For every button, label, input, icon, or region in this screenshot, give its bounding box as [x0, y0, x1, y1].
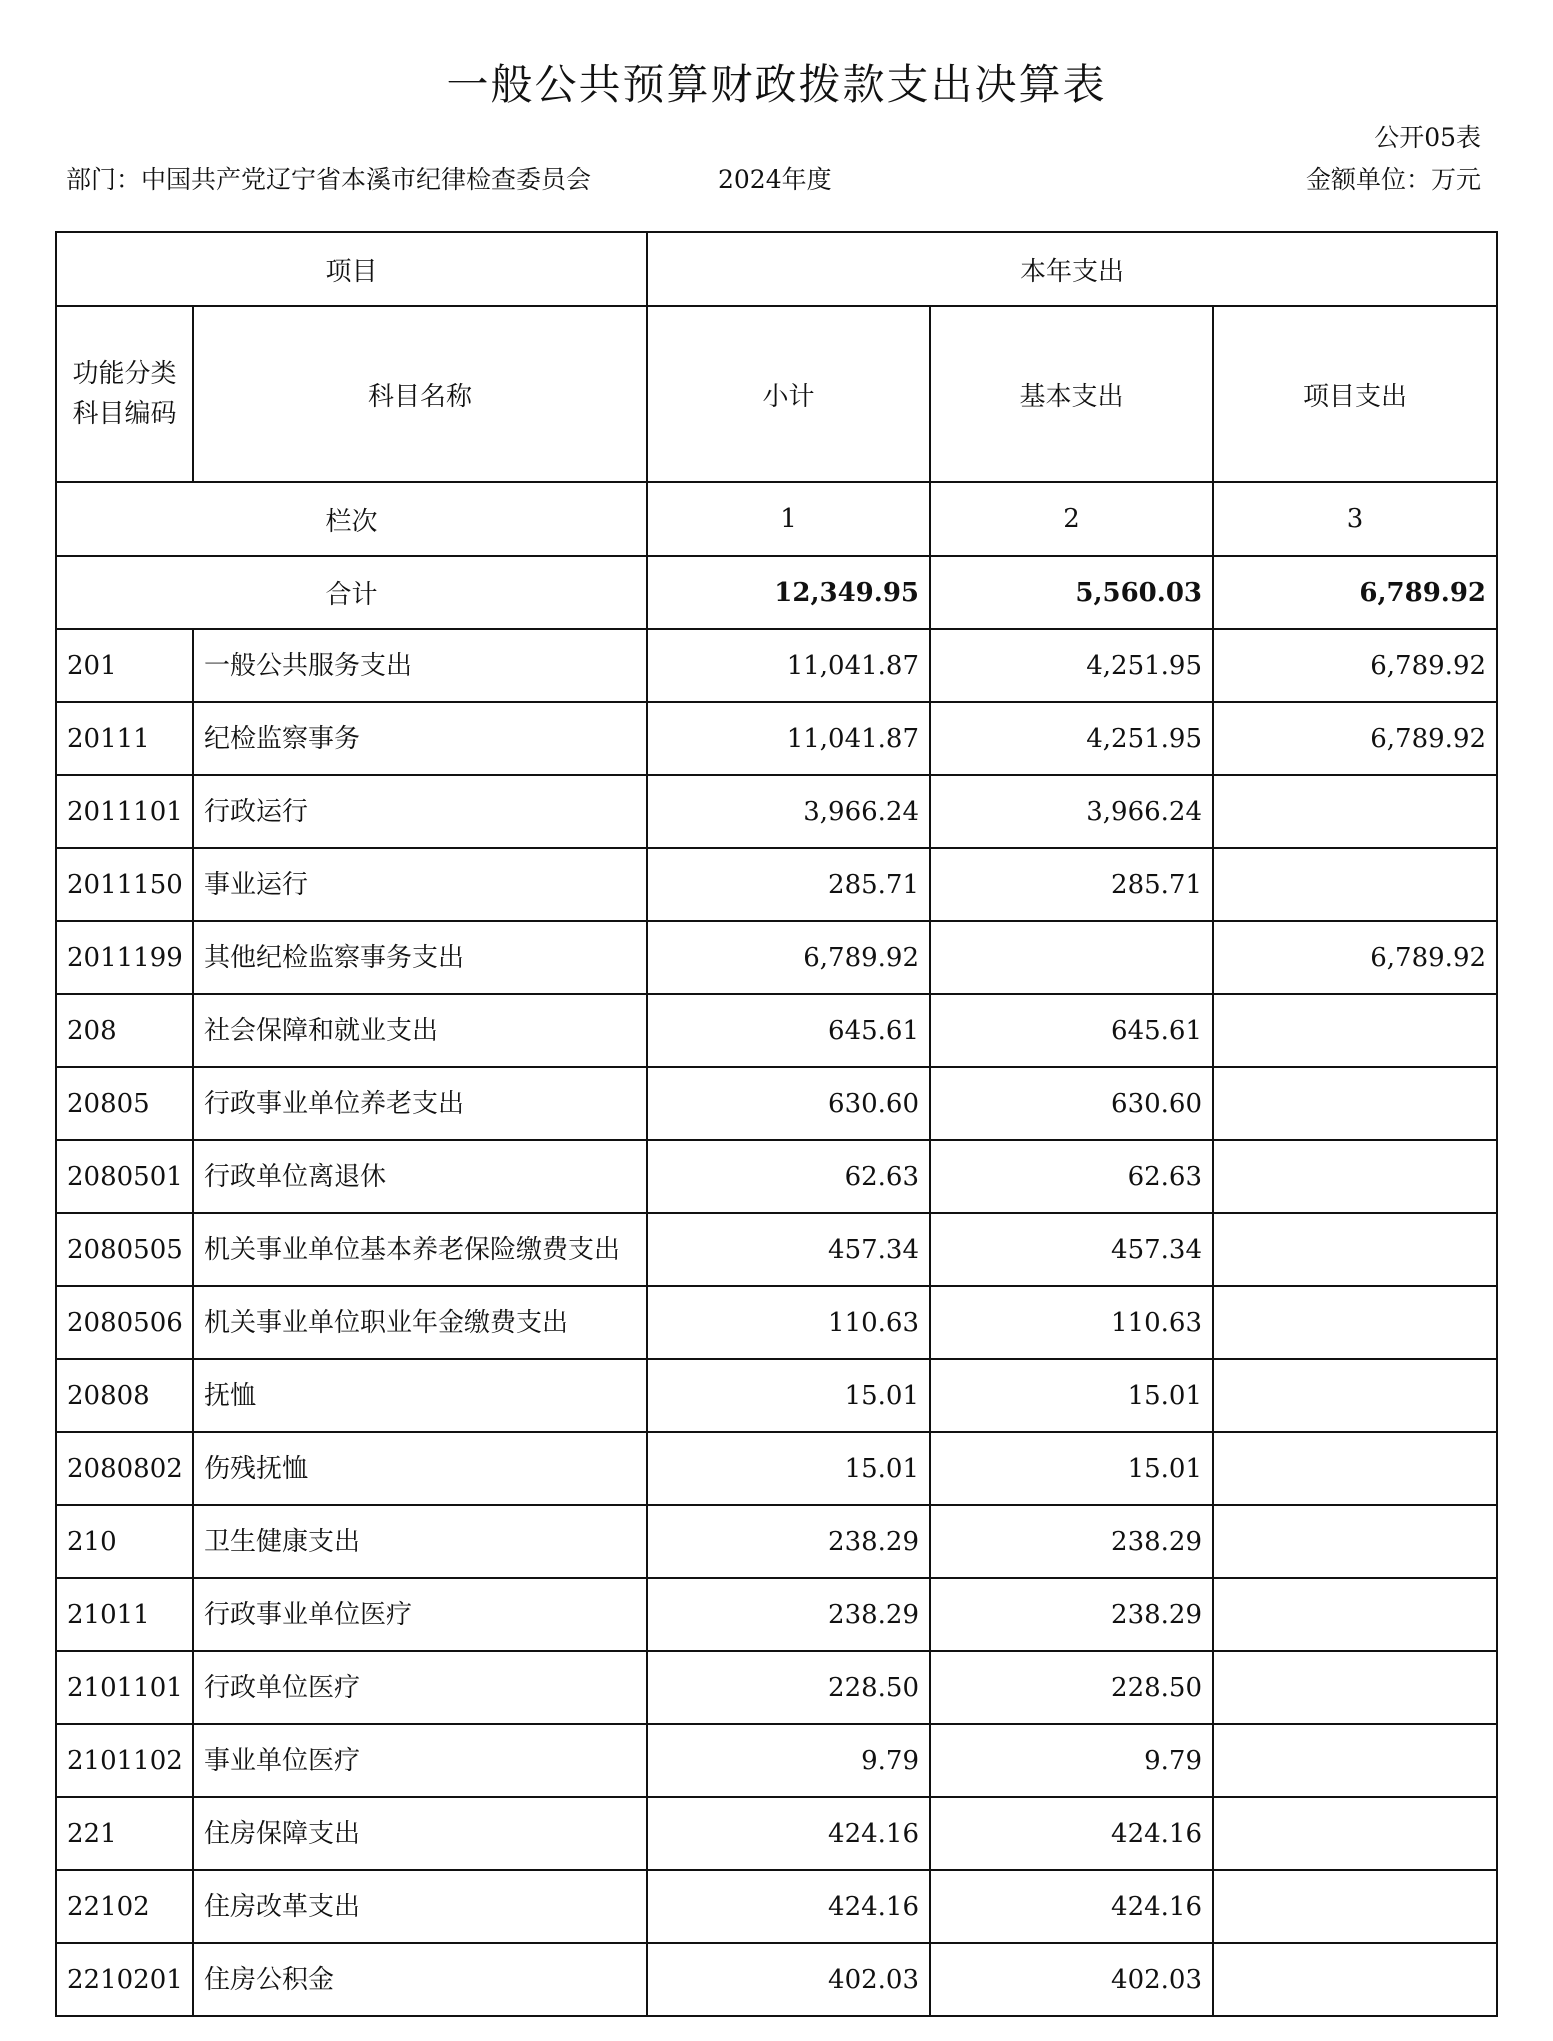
table-row	[56, 921, 1497, 994]
table-row	[56, 775, 1497, 848]
row-code: 2080506	[56, 1286, 193, 1359]
row-basic: 15.01	[930, 1432, 1213, 1505]
row-project	[1213, 1359, 1497, 1432]
row-basic: 9.79	[930, 1724, 1213, 1797]
header-current-year: 本年支出	[647, 232, 1497, 306]
row-code: 2011150	[56, 848, 193, 921]
row-code: 208	[56, 994, 193, 1067]
row-project	[1213, 848, 1497, 921]
total-project: 6,789.92	[1213, 556, 1497, 629]
table-row	[56, 1140, 1497, 1213]
row-name: 伤残抚恤	[193, 1432, 647, 1505]
row-subtotal: 15.01	[647, 1432, 930, 1505]
row-basic: 630.60	[930, 1067, 1213, 1140]
row-project	[1213, 1943, 1497, 2016]
table-row	[56, 1359, 1497, 1432]
row-name: 行政事业单位医疗	[193, 1578, 647, 1651]
row-subtotal: 9.79	[647, 1724, 930, 1797]
row-subtotal: 228.50	[647, 1651, 930, 1724]
total-row	[56, 556, 1497, 629]
table-row	[56, 994, 1497, 1067]
row-basic: 402.03	[930, 1943, 1213, 2016]
row-basic: 3,966.24	[930, 775, 1213, 848]
row-project	[1213, 1067, 1497, 1140]
table-row	[56, 1505, 1497, 1578]
row-name: 住房保障支出	[193, 1797, 647, 1870]
row-subtotal: 402.03	[647, 1943, 930, 2016]
row-code: 2210201	[56, 1943, 193, 2016]
row-subtotal: 285.71	[647, 848, 930, 921]
row-project	[1213, 1213, 1497, 1286]
row-name: 机关事业单位基本养老保险缴费支出	[193, 1213, 647, 1286]
row-project: 6,789.92	[1213, 921, 1497, 994]
total-subtotal: 12,349.95	[647, 556, 930, 629]
row-code: 20111	[56, 702, 193, 775]
row-subtotal: 424.16	[647, 1797, 930, 1870]
row-subtotal: 238.29	[647, 1505, 930, 1578]
table-row	[56, 1651, 1497, 1724]
form-number: 公开05表	[1374, 123, 1481, 152]
header-row-1	[56, 232, 1497, 306]
row-subtotal: 630.60	[647, 1067, 930, 1140]
row-name: 行政单位离退休	[193, 1140, 647, 1213]
row-subtotal: 645.61	[647, 994, 930, 1067]
header-code: 功能分类 科目编码	[56, 306, 193, 482]
row-project: 6,789.92	[1213, 702, 1497, 775]
row-code: 2080802	[56, 1432, 193, 1505]
row-subtotal: 457.34	[647, 1213, 930, 1286]
table-row	[56, 1578, 1497, 1651]
row-project	[1213, 1651, 1497, 1724]
row-basic: 15.01	[930, 1359, 1213, 1432]
table-row	[56, 702, 1497, 775]
row-basic	[930, 921, 1213, 994]
row-code: 21011	[56, 1578, 193, 1651]
row-name: 卫生健康支出	[193, 1505, 647, 1578]
row-basic: 424.16	[930, 1870, 1213, 1943]
department-label: 部门：中国共产党辽宁省本溪市纪律检查委员会	[66, 165, 592, 194]
row-code: 2101102	[56, 1724, 193, 1797]
table-row	[56, 1213, 1497, 1286]
row-project	[1213, 1870, 1497, 1943]
row-code: 20808	[56, 1359, 193, 1432]
row-basic: 4,251.95	[930, 629, 1213, 702]
row-subtotal: 238.29	[647, 1578, 930, 1651]
total-label: 合计	[56, 556, 647, 629]
header-row-2	[56, 306, 1497, 482]
table-row	[56, 1432, 1497, 1505]
amount-unit: 金额单位：万元	[1305, 165, 1481, 194]
row-name: 一般公共服务支出	[193, 629, 647, 702]
row-subtotal: 11,041.87	[647, 702, 930, 775]
row-code: 201	[56, 629, 193, 702]
row-basic: 228.50	[930, 1651, 1213, 1724]
column-index-3: 3	[1213, 482, 1497, 556]
row-name: 社会保障和就业支出	[193, 994, 647, 1067]
row-project	[1213, 1797, 1497, 1870]
table-row	[56, 848, 1497, 921]
row-basic: 424.16	[930, 1797, 1213, 1870]
row-name: 抚恤	[193, 1359, 647, 1432]
fiscal-year: 2024年度	[718, 165, 832, 194]
table-row	[56, 1797, 1497, 1870]
row-code: 20805	[56, 1067, 193, 1140]
row-code: 221	[56, 1797, 193, 1870]
table-row	[56, 1067, 1497, 1140]
table-row	[56, 1724, 1497, 1797]
table-row	[56, 1286, 1497, 1359]
row-basic: 4,251.95	[930, 702, 1213, 775]
header-name: 科目名称	[193, 306, 647, 482]
row-name: 住房改革支出	[193, 1870, 647, 1943]
row-subtotal: 3,966.24	[647, 775, 930, 848]
row-subtotal: 424.16	[647, 1870, 930, 1943]
row-project	[1213, 1140, 1497, 1213]
row-name: 住房公积金	[193, 1943, 647, 2016]
row-code: 2101101	[56, 1651, 193, 1724]
row-code: 2080505	[56, 1213, 193, 1286]
row-basic: 238.29	[930, 1505, 1213, 1578]
row-subtotal: 110.63	[647, 1286, 930, 1359]
table-row	[56, 1943, 1497, 2016]
row-basic: 457.34	[930, 1213, 1213, 1286]
row-project	[1213, 1505, 1497, 1578]
row-basic: 238.29	[930, 1578, 1213, 1651]
header-project: 项目支出	[1213, 306, 1497, 482]
row-basic: 110.63	[930, 1286, 1213, 1359]
table-row	[56, 629, 1497, 702]
row-project: 6,789.92	[1213, 629, 1497, 702]
total-basic: 5,560.03	[930, 556, 1213, 629]
row-name: 行政运行	[193, 775, 647, 848]
header-item: 项目	[56, 232, 647, 306]
row-project	[1213, 1432, 1497, 1505]
row-subtotal: 6,789.92	[647, 921, 930, 994]
row-project	[1213, 994, 1497, 1067]
row-project	[1213, 1724, 1497, 1797]
column-index-2: 2	[930, 482, 1213, 556]
row-basic: 645.61	[930, 994, 1213, 1067]
column-index-1: 1	[647, 482, 930, 556]
page-title: 一般公共预算财政拨款支出决算表	[446, 60, 1107, 109]
row-name: 事业单位医疗	[193, 1724, 647, 1797]
row-basic: 62.63	[930, 1140, 1213, 1213]
header-subtotal: 小计	[647, 306, 930, 482]
row-project	[1213, 1578, 1497, 1651]
row-code: 2080501	[56, 1140, 193, 1213]
expenditure-table	[55, 231, 1498, 2017]
header-basic: 基本支出	[930, 306, 1213, 482]
row-code: 2011199	[56, 921, 193, 994]
row-name: 事业运行	[193, 848, 647, 921]
table-row	[56, 1870, 1497, 1943]
row-name: 机关事业单位职业年金缴费支出	[193, 1286, 647, 1359]
row-subtotal: 15.01	[647, 1359, 930, 1432]
column-index-row	[56, 482, 1497, 556]
row-subtotal: 62.63	[647, 1140, 930, 1213]
row-name: 行政单位医疗	[193, 1651, 647, 1724]
row-project	[1213, 775, 1497, 848]
row-code: 2011101	[56, 775, 193, 848]
row-project	[1213, 1286, 1497, 1359]
row-name: 行政事业单位养老支出	[193, 1067, 647, 1140]
row-name: 纪检监察事务	[193, 702, 647, 775]
row-name: 其他纪检监察事务支出	[193, 921, 647, 994]
row-code: 22102	[56, 1870, 193, 1943]
row-code: 210	[56, 1505, 193, 1578]
row-subtotal: 11,041.87	[647, 629, 930, 702]
column-label: 栏次	[56, 482, 647, 556]
row-basic: 285.71	[930, 848, 1213, 921]
